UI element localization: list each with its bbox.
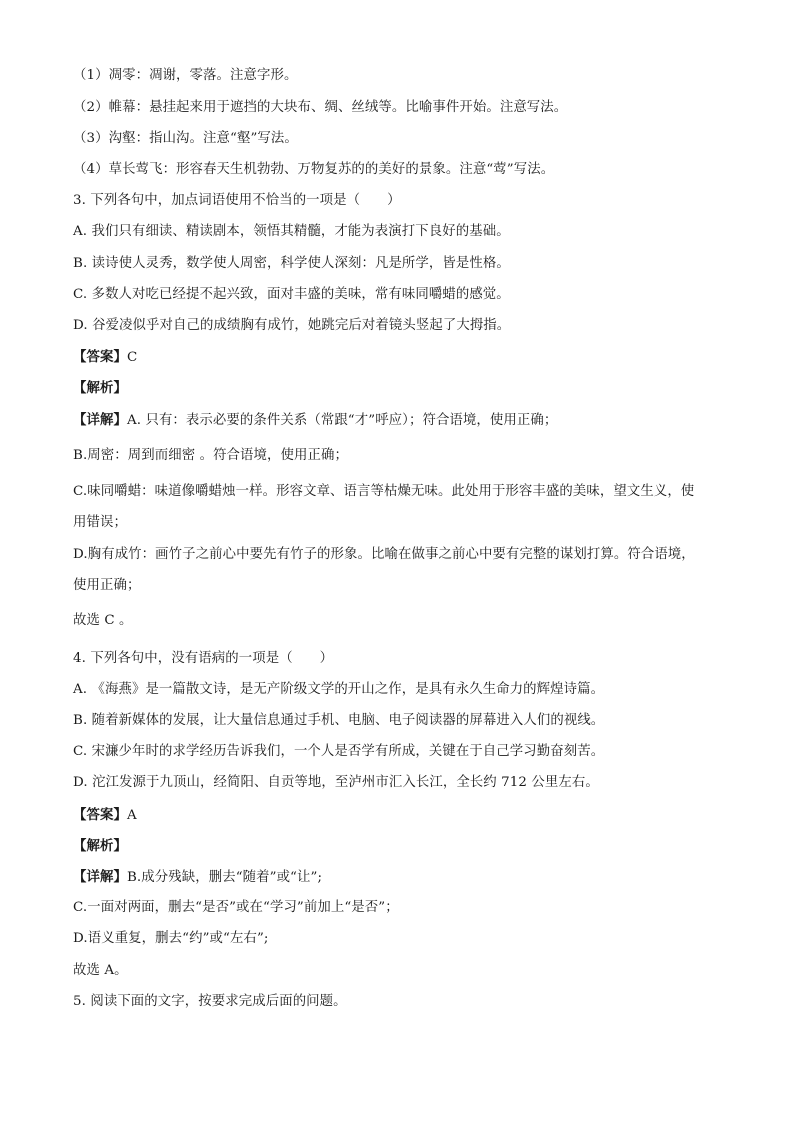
- question-4-conclusion: 故选 A。: [73, 963, 128, 978]
- answer-value: C: [126, 350, 138, 365]
- question-4-option-c: C. 宋濂少年时的求学经历告诉我们，一个人是否学有所成，关键在于自己学习勤奋刻苦。: [73, 744, 605, 759]
- detail-text: B.成分残缺，删去“随着”或“让”;: [126, 870, 323, 885]
- answer-value: A: [126, 808, 137, 823]
- question-4-detail-d: D.语义重复，删去“约”或“左右”;: [73, 931, 269, 946]
- analysis-tag: 【解析】: [73, 838, 127, 854]
- note-1: （1）凋零：凋谢，零落。注意字形。: [73, 68, 298, 83]
- question-3-analysis-tag: [73, 378, 733, 399]
- question-3-option-b: B. 读诗使人灵秀，数学使人周密，科学使人深刻：凡是所学，皆是性格。: [73, 256, 510, 271]
- note-3: （3）沟壑：指山沟。注意“壑”写法。: [73, 131, 298, 146]
- question-3-answer: [73, 347, 733, 368]
- question-4-answer: [73, 805, 733, 826]
- question-3-detail-b: B.周密：周到而细密 。符合语境，使用正确；: [73, 448, 348, 463]
- question-3-detail-c-line1: C.味同嚼蜡：味道像嚼蜡烛一样。形容文章、语言等枯燥无味。此处用于形容丰盛的美味，望文生义，使: [73, 484, 695, 499]
- question-4-detail-c: C.一面对两面，删去“是否”或在“学习”前加上“是否”；: [73, 900, 399, 915]
- question-3-stem: 3. 下列各句中，加点词语使用不恰当的一项是（ ）: [73, 193, 401, 208]
- detail-tag: 【详解】: [73, 869, 127, 885]
- question-3-option-d: D. 谷爱凌似乎对自己的成绩胸有成竹，她跳完后对着镜头竖起了大拇指。: [73, 318, 511, 333]
- question-4-detail-b: [73, 867, 733, 888]
- question-3-detail-a: [73, 410, 733, 431]
- question-4-option-a: A. 《海燕》是一篇散文诗，是无产阶级文学的开山之作，是具有永久生命力的辉煌诗篇。: [73, 682, 605, 697]
- answer-tag: 【答案】: [73, 807, 127, 823]
- question-3-conclusion: 故选 C 。: [73, 613, 133, 628]
- detail-text: A. 只有：表示必要的条件关系（常跟“才”呼应）；符合语境，使用正确；: [126, 413, 558, 428]
- question-3-detail-d-line1: D.胸有成竹：画竹子之前心中要先有竹子的形象。比喻在做事之前心中要有完整的谋划打算。符合语境，: [73, 547, 695, 562]
- detail-tag: 【详解】: [73, 412, 127, 428]
- question-4-stem: 4. 下列各句中，没有语病的一项是（ ）: [73, 651, 334, 666]
- question-3-detail-c-line2: 用错误；: [73, 515, 127, 530]
- note-4: （4）草长莺飞：形容春天生机勃勃、万物复苏的的美好的景象。注意“莺”写法。: [73, 162, 555, 177]
- note-2: （2）帷幕：悬挂起来用于遮挡的大块布、绸、丝绒等。比喻事件开始。注意写法。: [73, 100, 568, 115]
- analysis-tag: 【解析】: [73, 380, 127, 396]
- answer-tag: 【答案】: [73, 349, 127, 365]
- question-5-stem: 5. 阅读下面的文字，按要求完成后面的问题。: [73, 994, 347, 1009]
- question-4-option-b: B. 随着新媒体的发展，让大量信息通过手机、电脑、电子阅读器的屏幕进入人们的视线。: [73, 713, 605, 728]
- question-3-option-c: C. 多数人对吃已经提不起兴致，面对丰盛的美味，常有味同嚼蜡的感觉。: [73, 287, 510, 302]
- question-3-option-a: A. 我们只有细读、精读剧本，领悟其精髓，才能为表演打下良好的基础。: [73, 224, 510, 239]
- question-4-option-d: D. 沱江发源于九顶山，经简阳、自贡等地，至泸州市汇入长江，全长约 712 公里左右。: [73, 775, 599, 790]
- question-3-detail-d-line2: 使用正确；: [73, 578, 141, 593]
- question-4-analysis-tag: [73, 836, 733, 857]
